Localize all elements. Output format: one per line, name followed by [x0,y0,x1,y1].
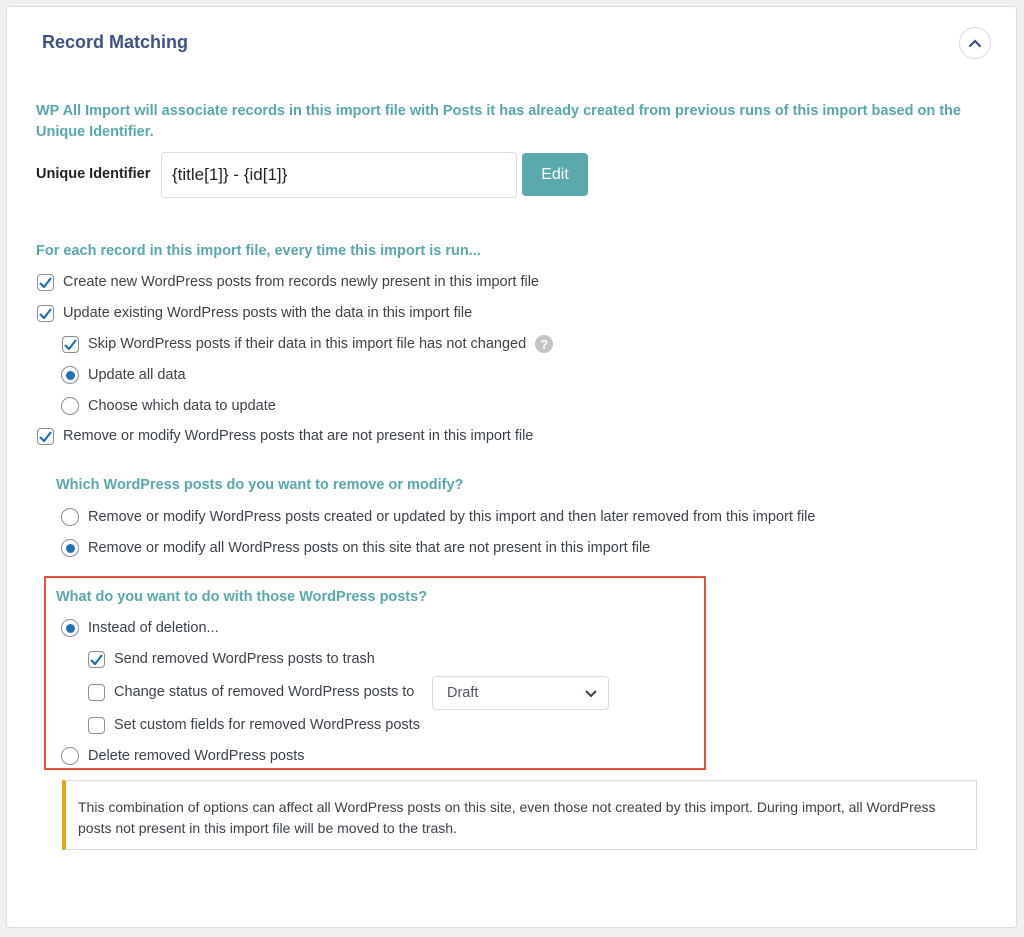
custom-fields-label: Set custom fields for removed WordPress posts [114,717,420,733]
chevron-down-icon [584,689,598,698]
update-existing-label: Update existing WordPress posts with the data in this import file [63,305,473,321]
which-posts-heading: Which WordPress posts do you want to remove or modify? [56,477,464,493]
unique-identifier-input[interactable] [161,152,517,198]
send-to-trash-checkbox[interactable] [88,651,105,668]
status-select-value: Draft [447,685,479,701]
status-select[interactable] [432,676,609,710]
notice-text: This combination of options can affect all WordPress posts on this site, even those not created by this import. During import, all WordPress posts not present in this import file will be moved to the trash. [78,799,936,836]
edit-button[interactable]: Edit [522,153,588,196]
update-all-label: Update all data [88,367,186,383]
which-posts-label: Remove or modify WordPress posts created or updated by this import and then later removed from this import file [88,509,816,525]
which-posts-radio[interactable] [61,508,79,526]
remove-modify-checkbox[interactable] [37,428,54,445]
what-to-do-heading: What do you want to do with those WordPress posts? [56,589,428,605]
skip-unchanged-checkbox[interactable] [62,336,79,353]
update-existing-option[interactable] [37,302,472,324]
warning-notice [62,780,977,850]
custom-fields-option[interactable] [88,714,420,736]
each-record-heading: For each record in this import file, every time this import is run... [36,243,481,259]
skip-unchanged-option[interactable] [62,333,553,355]
create-new-option[interactable] [37,271,539,293]
which-posts-label: Remove or modify all WordPress posts on this site that are not present in this import file [88,540,651,556]
update-all-radio[interactable] [61,366,79,384]
custom-fields-checkbox[interactable] [88,717,105,734]
create-new-label: Create new WordPress posts from records newly present in this import file [63,274,539,290]
change-status-checkbox[interactable] [88,684,105,701]
instead-of-deletion-radio[interactable] [61,619,79,637]
checkmark-icon [90,654,103,665]
delete-label: Delete removed WordPress posts [88,748,305,764]
choose-data-option[interactable] [61,395,276,417]
which-posts-option[interactable] [61,506,815,528]
change-status-label: Change status of removed WordPress posts to [114,684,415,700]
update-all-option[interactable] [61,364,186,386]
change-status-option[interactable] [88,681,414,703]
checkmark-icon [64,339,77,350]
instead-of-deletion-option[interactable] [61,617,219,639]
delete-radio[interactable] [61,747,79,765]
send-to-trash-option[interactable] [88,648,375,670]
checkmark-icon [39,308,52,319]
skip-unchanged-label: Skip WordPress posts if their data in this import file has not changed [88,336,527,352]
intro-text: WP All Import will associate records in this import file with Posts it has already created from previous runs of this import based on the Unique Identifier. [36,103,961,140]
section-title: Record Matching [42,32,189,52]
update-existing-checkbox[interactable] [37,305,54,322]
checkmark-icon [39,277,52,288]
choose-data-label: Choose which data to update [88,398,276,414]
remove-modify-option[interactable] [37,425,533,447]
collapse-button[interactable] [959,27,991,59]
unique-identifier-label: Unique Identifier [36,166,151,182]
choose-data-radio[interactable] [61,397,79,415]
which-posts-option[interactable] [61,537,650,559]
help-icon[interactable]: ? [535,335,553,353]
highlight-box [44,576,706,770]
which-posts-radio[interactable] [61,539,79,557]
send-to-trash-label: Send removed WordPress posts to trash [114,651,375,667]
remove-modify-label: Remove or modify WordPress posts that are not present in this import file [63,428,534,444]
checkmark-icon [39,431,52,442]
create-new-checkbox[interactable] [37,274,54,291]
delete-option[interactable] [61,745,305,767]
chevron-up-icon [968,38,982,48]
instead-of-deletion-label: Instead of deletion... [88,620,219,636]
